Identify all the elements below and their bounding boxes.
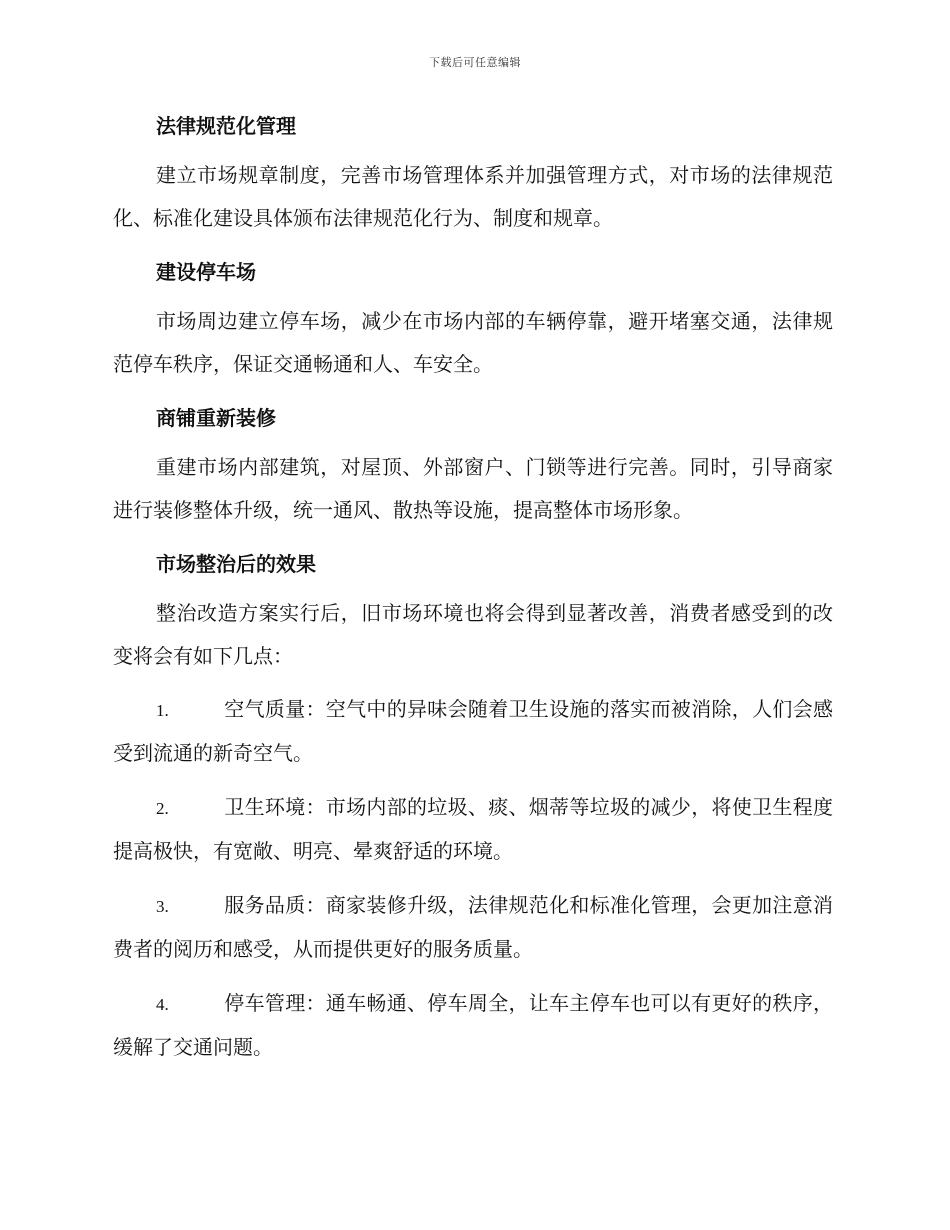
section-paragraph: 重建市场内部建筑，对屋顶、外部窗户、门锁等进行完善。同时，引导商家进行装修整体升级，统一通风、散热等设施，提高整体市场形象。 <box>113 455 833 522</box>
list-text: 卫生环境：市场内部的垃圾、痰、烟蒂等垃圾的减少，将使卫生程度提高极快，有宽敞、明亮、晕爽舒适的环境。 <box>113 795 833 863</box>
list-item <box>113 786 833 873</box>
list-item <box>113 884 833 971</box>
list-number: 3. <box>156 897 169 916</box>
section-heading: 商铺重新装修 <box>156 406 276 430</box>
list-text: 空气质量：空气中的异味会随着卫生设施的落实而被消除，人们会感受到流通的新奇空气。 <box>113 697 833 765</box>
list-text: 服务品质：商家装修升级，法律规范化和标准化管理，会更加注意消费者的阅历和感受，从而提供更好的服务质量。 <box>113 893 833 961</box>
document-body <box>113 104 833 1080</box>
section-heading: 建设停车场 <box>156 260 256 284</box>
section-paragraph: 市场周边建立停车场，减少在市场内部的车辆停靠，避开堵塞交通，法律规范停车秩序，保证交通畅通和人、车安全。 <box>113 309 833 376</box>
page-header: 下载后可任意编辑 <box>429 56 521 69</box>
list-number: 1. <box>156 701 169 720</box>
list-number: 2. <box>156 799 169 818</box>
list-number: 4. <box>156 995 169 1014</box>
section-paragraph: 建立市场规章制度，完善市场管理体系并加强管理方式，对市场的法律规范化、标准化建设具体颁布法律规范化行为、制度和规章。 <box>113 163 833 230</box>
section-heading: 法律规范化管理 <box>156 114 296 138</box>
section-paragraph: 整治改造方案实行后，旧市场环境也将会得到显著改善，消费者感受到的改变将会有如下几点： <box>113 601 833 668</box>
list-item <box>113 688 833 775</box>
section-heading: 市场整治后的效果 <box>156 552 316 576</box>
list-item <box>113 982 833 1069</box>
list-text: 停车管理：通车畅通、停车周全，让车主停车也可以有更好的秩序，缓解了交通问题。 <box>113 991 833 1059</box>
